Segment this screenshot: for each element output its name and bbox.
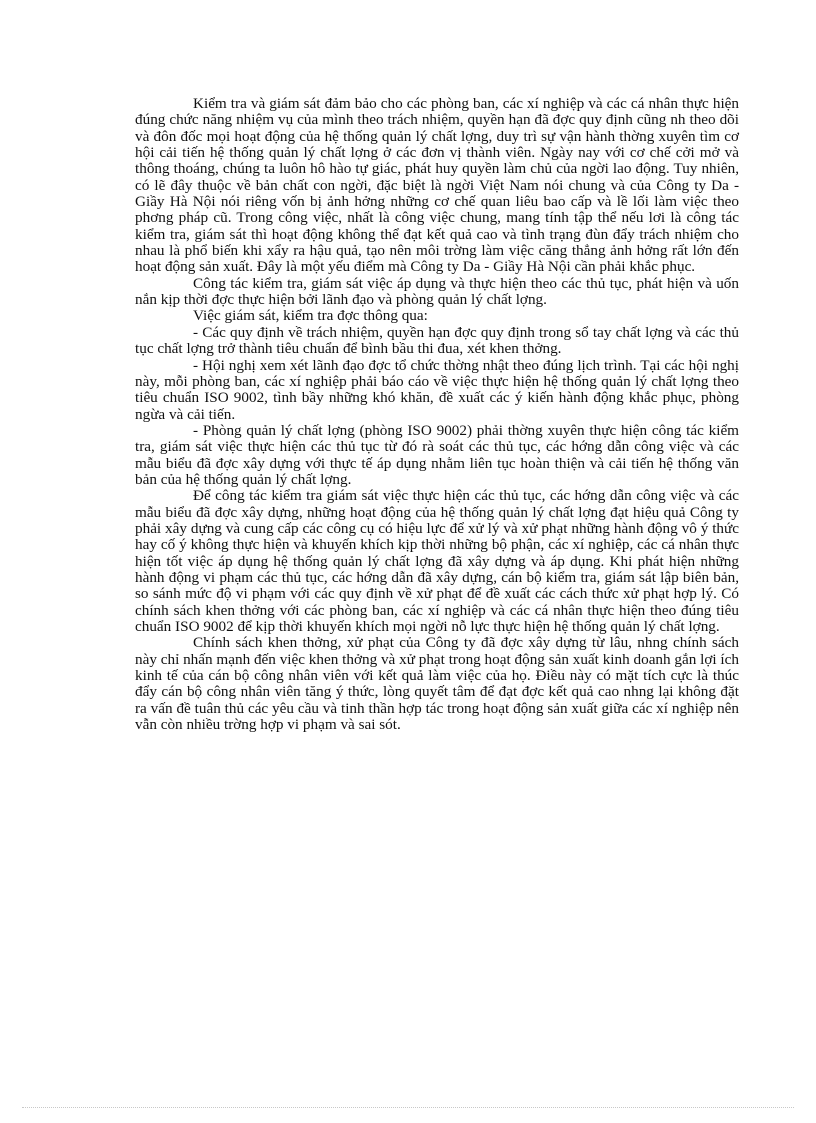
paragraph-reward-policy: Chính sách khen thởng, xử phạt của Công ty đã đợc xây dựng từ lâu, nhng chính sách này chỉ nhấn mạnh đến việc khen thởng và xử phạt trong hoạt động sản xuất kinh doanh gắn lợi ích kinh tế của cán bộ công nhân viên với kết quả làm việc của họ. Điều này có mặt tích cực là thúc đẩy cán bộ công nhân viên tăng ý thức, lòng quyết tâm để đạt đợc kết quả cao nhng lại không đặt ra vấn đề tuân thủ các yêu cầu và tinh thần hợp tác trong hoạt động sản xuất giữa các xí nghiệp nên vẫn còn nhiều trờng hợp vi phạm và sai sót. [135,634,739,734]
list-item-leadership-review: - Hội nghị xem xét lãnh đạo đợc tổ chức thờng nhật theo đúng lịch trình. Tại các hội nghị này, mỗi phòng ban, các xí nghiệp phải báo cáo về việc thực hiện hệ thống quản lý chất lợng theo tiêu chuẩn ISO 9002, tình bầy những khó khăn, đề xuất các ý kiến hành động khắc phục, phòng ngừa và cải tiến. [135,356,739,423]
list-item-regulations: - Các quy định về trách nhiệm, quyền hạn đợc quy định trong sổ tay chất lợng và các thủ tục chất lợng trở thành tiêu chuẩn để bình bầu thi đua, xét khen thởng. [135,323,739,358]
paragraph-intro: Kiểm tra và giám sát đảm bảo cho các phòng ban, các xí nghiệp và các cá nhân thực hiện đúng chức năng nhiệm vụ của mình theo trách nhiệm, quyền hạn đã đợc quy định cũng nh theo dõi và đôn đốc mọi hoạt động của hệ thống quản lý chất lợng, duy trì sự vận hành thờng xuyên tìm cơ hội cải tiến hệ thống quản lý chất lợng ở các đơn vị thành viên. Ngày nay với cơ chế cởi mở và thông thoáng, chúng ta luôn hô hào tự giác, phát huy quyền làm chủ của ngời lao động. Tuy nhiên, có lẽ đây thuộc về bản chất con ngời, đặc biệt là ngời Việt Nam nói chung và của Công ty Da - Giầy Hà Nội nói riêng vốn bị ảnh hởng những cơ chế quan liêu bao cấp và lề lối làm việc theo phơng pháp cũ. Trong công việc, nhất là công việc chung, mang tính tập thể nếu lơi là công tác kiểm tra, giám sát thì hoạt động không thể đạt kết quả cao và tình trạng đùn đẩy trách nhiệm cho nhau là phổ biến khi xẩy ra hậu quả, tạo nên môi trờng làm việc căng thẳng ảnh hởng rất lớn đến hoạt động sản xuất. Đây là một yếu điểm mà Công ty Da - Giầy Hà Nội cần phải khắc phục. [135,95,739,276]
page-footer-divider [22,1107,794,1108]
paragraph-inspection-work: Công tác kiểm tra, giám sát việc áp dụng và thực hiện theo các thủ tục, phát hiện và uốn nắn kịp thời đợc thực hiện bởi lãnh đạo và phòng quản lý chất lợng. [135,274,739,309]
list-item-quality-department: - Phòng quản lý chất lợng (phòng ISO 9002) phải thờng xuyên thực hiện công tác kiểm tra, giám sát việc thực hiện các thủ tục từ đó rà soát các thủ tục, các hớng dẫn công việc và các mẫu biểu đã đợc xây dựng với thực tế áp dụng nhằm liên tục hoàn thiện và cải tiến hệ thống văn bản của hệ thống quản lý chất lợng. [135,421,739,488]
document-body [135,96,739,733]
paragraph-effective-supervision: Để công tác kiểm tra giám sát việc thực hiện các thủ tục, các hớng dẫn công việc và các mẫu biểu đã đợc xây dựng, những hoạt động của hệ thống quản lý chất lợng đạt hiệu quả Công ty phải xây dựng và cung cấp các công cụ có hiệu lực để xử lý và xử phạt những hành động vô ý thức hay cố ý không thực hiện và khuyến khích kịp thời những bộ phận, các xí nghiệp, các cá nhân thực hiện tốt việc áp dụng hệ thống quản lý chất lợng đã xây dựng và áp dụng. Khi phát hiện những hành động vi phạm các thủ tục, các hớng dẫn đã xây dựng, cán bộ kiểm tra, giám sát lập biên bản, so sánh mức độ vi phạm với các quy định về xử phạt để đề xuất các cách thức xử phạt hợp lý. Có chính sách khen thởng với các phòng ban, các xí nghiệp và các cá nhân thực hiện theo đúng tiêu chuẩn ISO 9002 để kịp thời khuyến khích mọi ngời nỗ lực thực hiện hệ thống quản lý chất lợng. [135,487,739,635]
paragraph-supervision-via: Việc giám sát, kiểm tra đợc thông qua: [193,307,428,325]
